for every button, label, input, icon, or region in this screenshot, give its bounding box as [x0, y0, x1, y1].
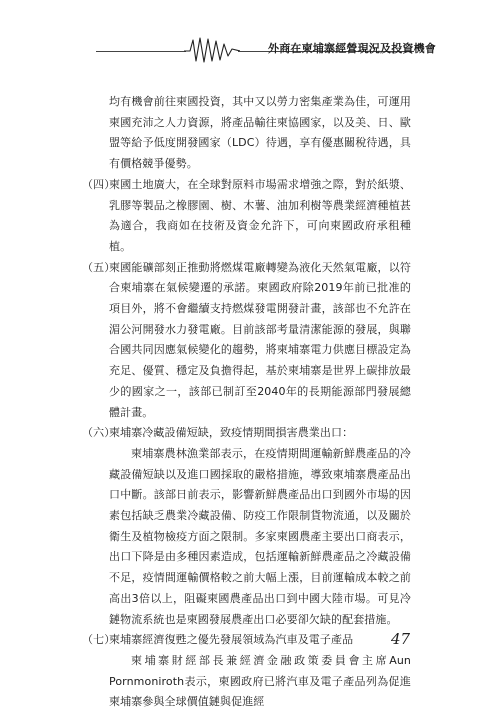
- page-number: 47: [391, 630, 411, 648]
- running-header-title: 外商在柬埔寨經營現況及投資機會: [268, 42, 436, 55]
- list-item-heading: 柬埔寨冷藏設備短缺，致疫情期間損害農業出口：: [109, 426, 354, 440]
- document-body: [82, 92, 411, 713]
- list-item-number: （七）: [82, 633, 116, 647]
- list-item-number: （四）: [82, 177, 116, 191]
- list-item-4: [82, 175, 411, 258]
- list-item-5: [82, 258, 411, 424]
- paragraph-continuation: 均有機會前往柬國投資，其中又以勞力密集產業為佳，可運用柬國充沛之人力資源，將產品輸往柬協國家，以及美、日、歐盟等給予低度開發國家（LDC）待遇，享有優惠關稅待遇，具有價格競爭優勢。: [109, 95, 411, 171]
- list-item-number: （五）: [82, 260, 116, 274]
- list-item-number: （六）: [82, 426, 116, 440]
- list-item-text: 柬國能礦部刻正推動將燃煤電廠轉變為液化天然氣電廠，以符合柬埔寨在氣候變遷的承諾。柬國政府除2019年前已批准的項目外，將不會繼續支持燃煤發電開發計畫，該部也不允許在湄公河開發水力發電廠。目前該部考量清潔能源的發展，與聯合國共同因應氣候變化的趨勢，將柬埔寨電力供應目標設定為充足、優質、穩定及負擔得起，基於柬埔寨是世界上碳排放最少的國家之一，該部已制訂至2040年的長期能源部門發展總體計畫。: [109, 260, 411, 419]
- list-item-6-body: 柬埔寨農林漁業部表示，在疫情期間運輸新鮮農產品的冷藏設備短缺以及進口國採取的嚴格措施，導致柬埔寨農產品出口中斷。該部日前表示，影響新鮮農產品出口到國外市場的因素包括缺乏農業冷藏設備、防疫工作限制貨物流通，以及關於衛生及植物檢疫方面之限制。多家柬國農產主要出口商表示，出口下降是由多種因素造成，包括運輸新鮮農產品之冷藏設備不足，疫情間運輸價格較之前大幅上漲，目前運輸成本較之前高出3倍以上，阻礙柬國農產品出口到中國大陸市場。可見冷鏈物流系統也是柬國發展農產出口必要卻欠缺的配套措施。: [109, 446, 411, 626]
- header-rule-left: [96, 51, 186, 52]
- list-item-heading: 柬埔寨經濟復甦之優先發展領域為汽車及電子產品: [109, 633, 354, 647]
- list-item-7-body: 柬埔寨財經部長兼經濟金融政策委員會主席Aun Pornmoniroth表示，柬國政府已將汽車及電子產品列為促進柬埔寨參與全球價值鏈與促進經: [109, 653, 411, 709]
- list-item-text: 柬國土地廣大，在全球對原料市場需求增強之際，對於紙漿、乳膠等製品之橡膠園、樹、木薯、油加利樹等農業經濟種植甚為適合，我商如在技術及資金允許下，可向柬國政府承租種植。: [109, 177, 411, 253]
- list-item-6: [82, 423, 411, 444]
- waveform-icon: [184, 36, 240, 64]
- list-item-7: [82, 630, 411, 651]
- page-header: [0, 0, 480, 70]
